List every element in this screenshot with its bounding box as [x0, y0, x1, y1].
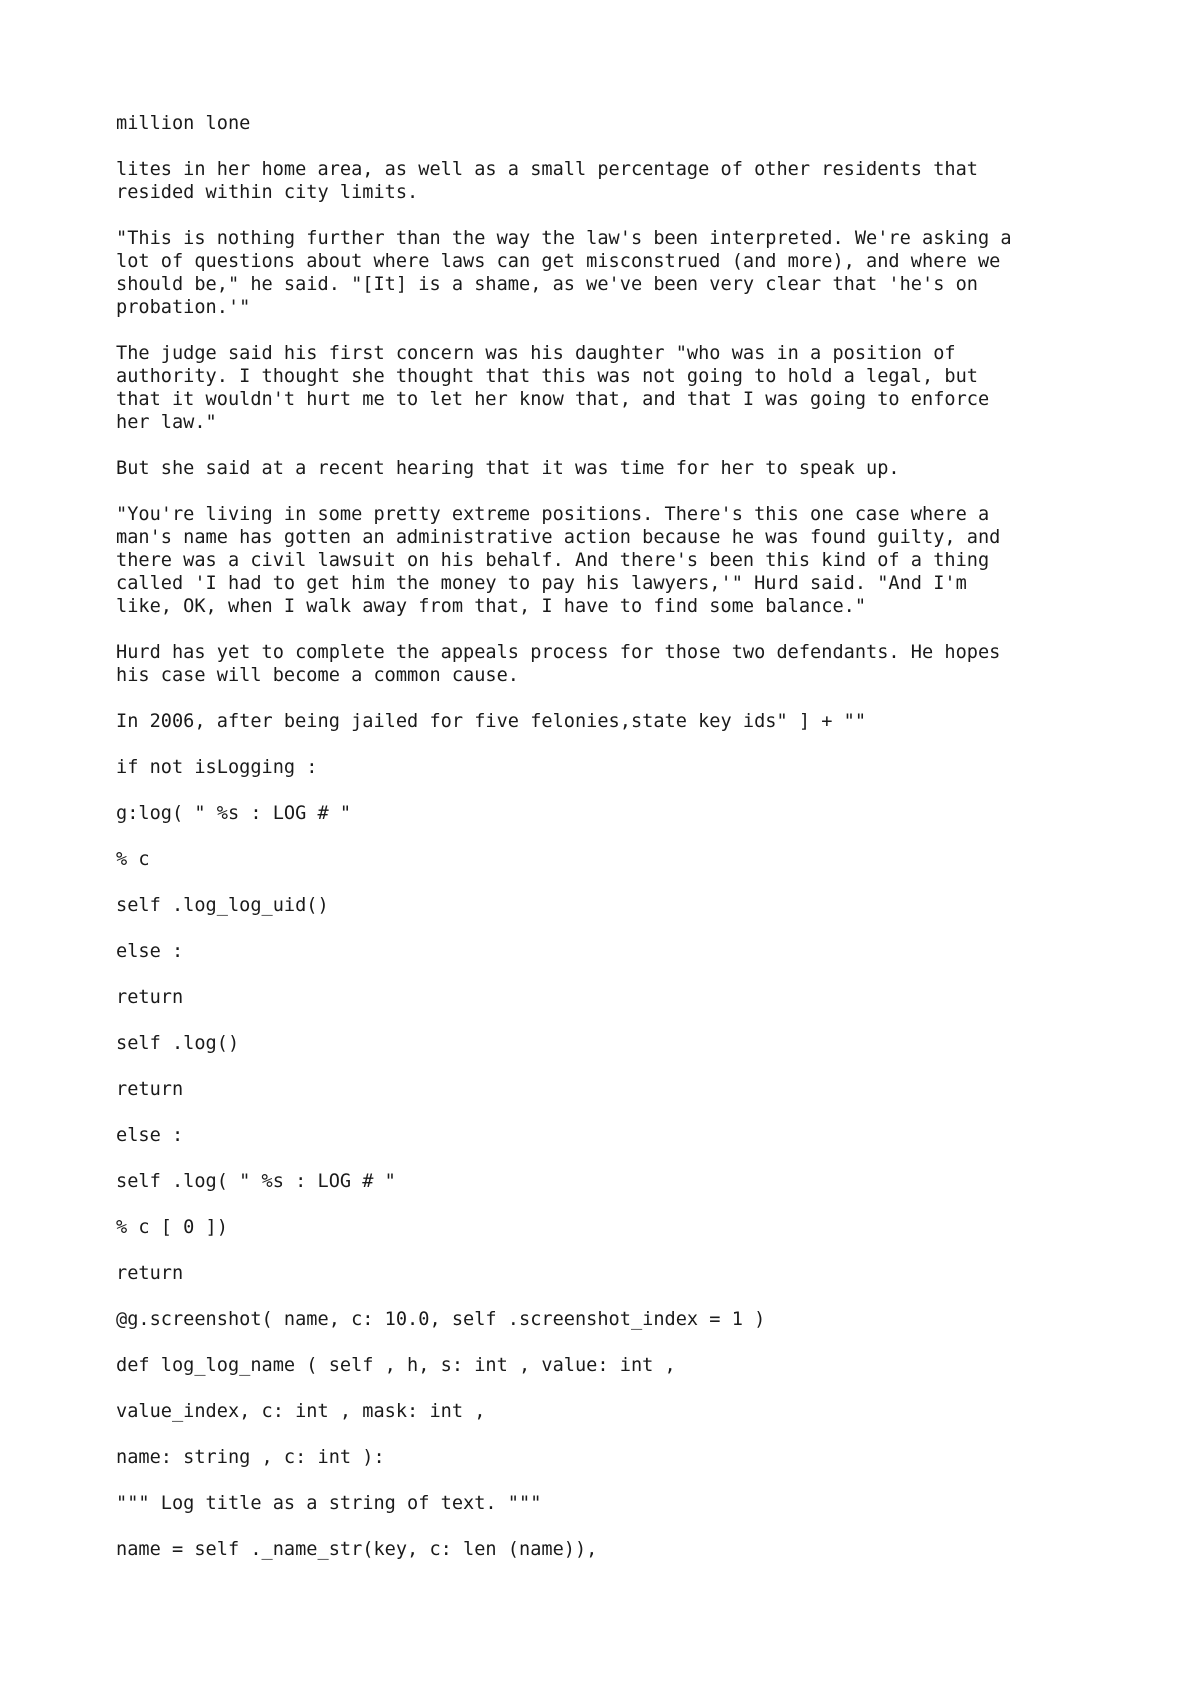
- code-line: value_index, c: int , mask: int ,: [116, 1401, 486, 1422]
- code-line: % c [ 0 ]): [116, 1217, 228, 1238]
- code-line: def log_log_name ( self , h, s: int , value: int ,: [116, 1355, 676, 1376]
- paragraph: "This is nothing further than the way the law's been interpreted. We're asking a lot of questions about where laws can get misconstrued (and more), and where we should be," he said. "[It] is a shame, as we've been very clear that 'he's on probation.'": [116, 228, 1012, 318]
- paragraph: "You're living in some pretty extreme positions. There's this one case where a man's name has gotten an administrative action because he was found guilty, and there was a civil lawsuit on his behalf. And there's been this kind of a thing called 'I had to get him the money to pay his lawyers,'" Hurd said. "And I'm like, OK, when I walk away from that, I have to find some balance.": [116, 504, 1001, 617]
- code-line: self .log(): [116, 1033, 240, 1054]
- paragraph: million lone: [116, 113, 251, 134]
- code-line: % c: [116, 849, 150, 870]
- code-line: else :: [116, 941, 184, 962]
- paragraph: Hurd has yet to complete the appeals process for those two defendants. He hopes his case will become a common cause.: [116, 642, 1001, 686]
- paragraph: lites in her home area, as well as a small percentage of other residents that resided within city limits.: [116, 159, 978, 203]
- code-line: @g.screenshot( name, c: 10.0, self .screenshot_index = 1 ): [116, 1309, 766, 1330]
- paragraph: The judge said his first concern was his daughter "who was in a position of authority. I thought she thought that this was not going to hold a legal, but that it wouldn't hurt me to let her know that, and that I was going to enforce her law.": [116, 343, 990, 433]
- code-line: name = self ._name_str(key, c: len (name)),: [116, 1539, 598, 1560]
- code-line: return: [116, 1263, 184, 1284]
- document-page: [116, 112, 1156, 1584]
- code-line: g:log( " %s : LOG # ": [116, 803, 352, 824]
- code-line: self .log_log_uid(): [116, 895, 329, 916]
- code-line: else :: [116, 1125, 184, 1146]
- paragraph: But she said at a recent hearing that it was time for her to speak up.: [116, 458, 900, 479]
- code-line: if not isLogging :: [116, 757, 318, 778]
- code-line: return: [116, 987, 184, 1008]
- code-line: """ Log title as a string of text. """: [116, 1493, 542, 1514]
- code-line: return: [116, 1079, 184, 1100]
- code-line: self .log( " %s : LOG # ": [116, 1171, 396, 1192]
- code-line: name: string , c: int ):: [116, 1447, 385, 1468]
- paragraph: In 2006, after being jailed for five felonies,state key ids" ] + "": [116, 711, 867, 732]
